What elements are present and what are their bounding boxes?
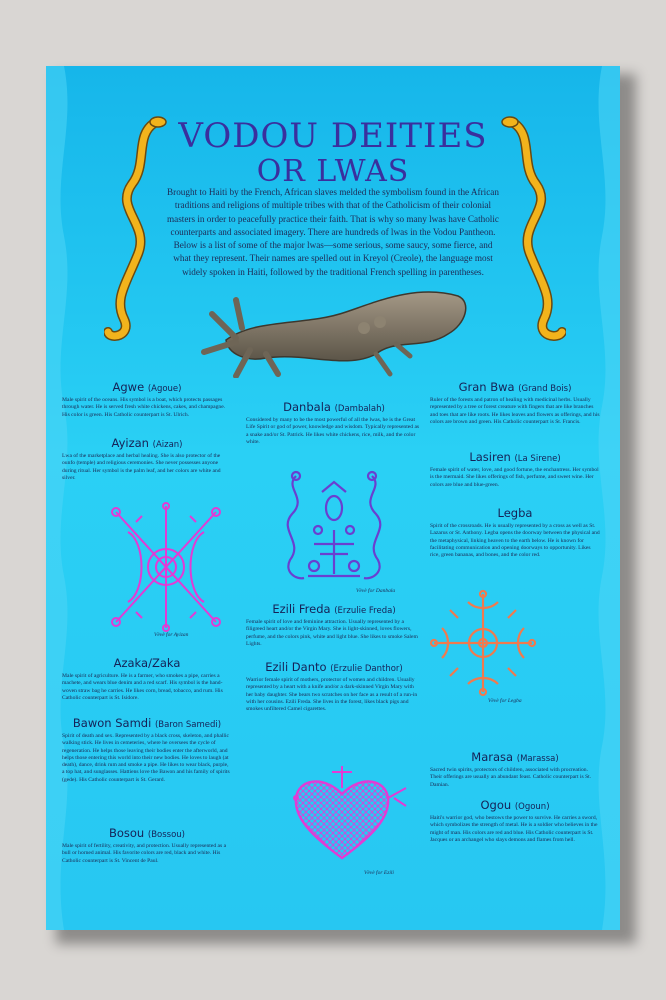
entry-alt-name: (Grand Bois) [518,384,572,394]
entry-ayizan [62,436,232,482]
entry-legba [430,506,600,559]
entry-name: Ezili Freda [272,602,331,616]
poster-title-line1: VODOU DEITIES [178,116,488,156]
poster [46,66,620,930]
entry-danbala [246,400,422,446]
entry-marasa [430,750,600,789]
entry-text: Male spirit of the oceans. His symbol is a boat, which protects passages through water. He is served fresh white chickens, cakes, and champagne. His color is green. His Catholic counterpart is St. Ulrich. [62,397,226,418]
entry-alt-name: (Dambalah) [334,404,385,414]
poster-title-line2: OR LWAS [256,154,410,189]
entry-text: Spirit of the crossroads. He is usually represented by a cross as well as St. Lazarus or St. Anthony. Legba opens the doorway between the physical and the metaphysical, linking heaven to the earth below. He is known for facilitating communication and opening doorways to opportunity. Likes rice, green bananas, and bones, and the color red. [430,523,600,559]
entry-text: Male spirit of fertility, creativity, and protection. Usually represented as a bull or horned animal. His favorite colors are red, black and white. His Catholic counterpart is St. Vincent de Paul. [62,843,227,864]
entry-text: Female spirit of water, love, and good fortune, the enchantress. Her symbol is the mermaid. She likes offerings of fish, perfume, and sweet wine. Her colors are blue and blue-green. [430,467,599,488]
entry-name: Ezili Danto [265,660,327,674]
entry-bawon-samdi [62,716,232,784]
entry-text: Considered by many to be the most powerful of all the lwas, he is the Great Life Spirit or god of power, knowledge and wisdom. Typically represented as a snake and/or St. Patrick. He likes white chickens, rice, milk, and the color white. [246,417,420,445]
entry-text: Ruler of the forests and patron of healing with medicinal herbs. Usually represented by a tree or forest creature with fingers that are like branches and toes that are like roots. He likes leaves and flowers as offerings, and his colors are brown and green. His Catholic counterpart is St. Francis. [430,397,600,425]
entry-text: Sacred twin spirits, protectors of children, associated with procreation. Their offerings are usually an abundant feast. Catholic counterpart is St. Damian. [430,767,592,788]
entry-gran-bwa [430,380,600,426]
entry-agwe [62,380,232,419]
entry-name: Legba [497,506,533,520]
veve-ezili-icon [282,758,412,868]
caption-danbala: Vèvè for Danbala [356,588,396,594]
entry-text: Warrior female spirit of mothers, protector of women and children. Usually represented by a heart with a knife and/or a dark-skinned Virgin Mary with her baby daughter. She bears two scratches on her face as a result of a run-in with her cousins. Ezili Freda. She lives in the forest, likes black pigs and smokes unfiltered Camel cigarettes. [246,677,418,713]
metal-sculpture-image [196,278,476,378]
entry-name: Lasiren [469,450,511,464]
entry-name: Bawon Samdi [72,716,152,730]
caption-ayizan: Vèvè for Ayizan [154,632,189,638]
intro-paragraph: Brought to Haiti by the French, African slaves melded the symbolism found in the African traditions and religions of multiple tribes with that of the Catholicism of their colonial masters in order to peacefully practice their faith. That is why so many lwas have Catholic counterparts and associated imagery. There are hundreds of lwas in the Vodou Pantheon. Below is a list of some of the major lwas—some serious, some saucy, some fierce, and what they represent. Their names are spelled out in Kreyol (Creole), the language most widely spoken in Haiti, followed by the traditional French spelling in parentheses. [166,187,499,277]
left-wave-border [46,66,86,930]
entry-name: Danbala [283,400,331,414]
entry-alt-name: (Ogoun) [514,802,550,812]
entry-azaka [62,656,232,702]
entry-text: Haiti's warrior god, who bestows the power to survive. He carries a sword, which symbolizes the strength of metal. He is a soldier who believes in the might of man. His colors are red and blue. His Catholic counterpart is St. Jacques or an archangel who slays demons and flames from hell. [430,815,598,843]
entry-bosou [62,826,232,865]
caption-ezili: Vèvè for Ezili [364,870,394,876]
entry-text: Male spirit of agriculture. He is a farmer, who smokes a pipe, carries a machete, and wears blue denim and a red scarf. His symbol is the hand-woven straw bag he carries. He likes corn, bread, tobacco, and rum. His Catholic counterpart is St. Isidore. [62,673,223,701]
entry-alt-name: (Aizan) [152,440,183,450]
entry-ogou [430,798,600,844]
entry-ezili-danto [246,660,422,713]
entry-text: Lwa of the marketplace and herbal healing. She is also protector of the ounfo (temple) and religious ceremonies. She never possesses anyone during ritual. Her symbol is the palm leaf, and her colors are white and silver. [62,453,221,481]
entry-alt-name: (Erzulie Danthor) [330,664,403,674]
entry-ezili-freda [246,602,422,648]
entry-name: Marasa [471,750,514,764]
entry-name: Ogou [480,798,512,812]
caption-legba: Vèvè for Legba [488,698,522,704]
entry-alt-name: (Agoue) [147,384,182,394]
entry-alt-name: (Erzulie Freda) [334,606,396,616]
entry-text: Spirit of death and sex. Represented by a black cross, skeleton, and phallic walking stick. He lives in cemeteries, where he oversees the cycle of regeneration. He helps those leaving their bodies enter the afterworld, and helps those entering this world into their new bodies. He loves to laugh (at death), dance, drink rum and smoke a pipe. He likes to wear black, purple, a top hat, and sunglasses. Hattiens love the Bawon and his family of spirits (gede). His Catholic counterpart is St. Gerard. [62,733,230,783]
veve-legba-icon [428,588,538,698]
entry-text: Female spirit of love and feminine attraction. Usually represented by a filigreed heart and/or the Virgin Mary. She is light-skinned, loves flowers, perfume, and the colors pink, white and light blue. She likes to smoke Salem Lights. [246,619,418,647]
veve-ayizan-icon [106,502,226,632]
entry-name: Gran Bwa [458,380,515,394]
entry-name: Ayizan [111,436,149,450]
entry-name: Bosou [108,826,145,840]
entry-name: Agwe [112,380,145,394]
entry-lasiren [430,450,600,489]
entry-alt-name: (La Sirene) [514,454,561,464]
entry-alt-name: (Bossou) [147,830,185,840]
veve-danbala-icon [274,468,394,588]
entry-alt-name: (Marassa) [516,754,559,764]
entry-alt-name: (Baron Samedi) [154,720,222,730]
entry-name: Azaka/Zaka [113,656,181,670]
